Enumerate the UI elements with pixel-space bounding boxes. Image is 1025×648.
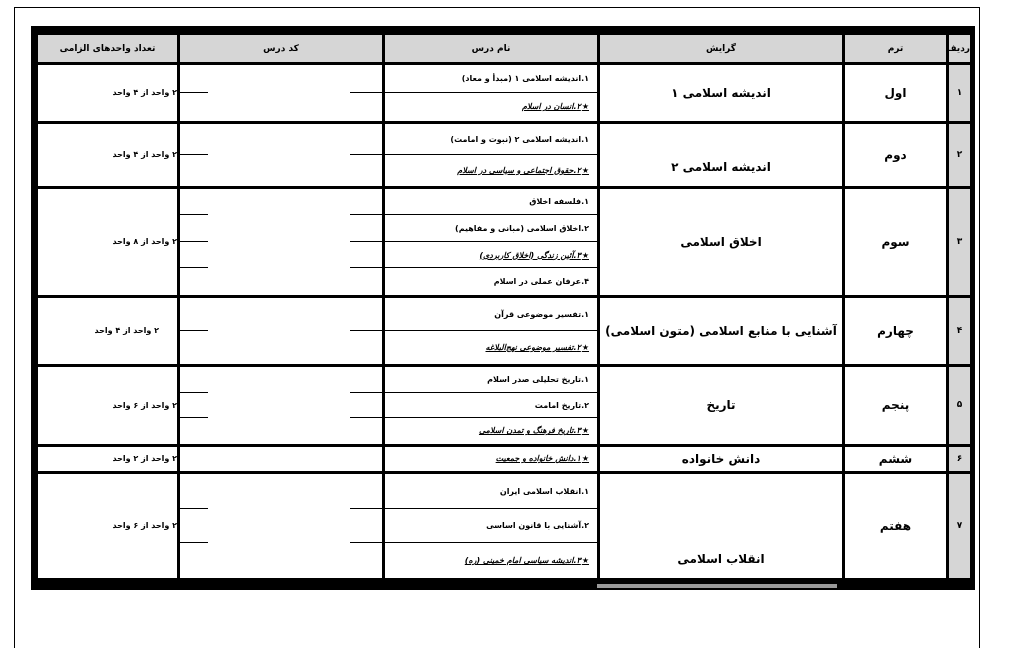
course-name: ۱.انقلاب اسلامی ایران: [499, 486, 589, 496]
course-name: ۳.تاریخ فرهنگ و تمدن اسلامی: [478, 426, 581, 436]
course-code-slot: [180, 189, 382, 216]
course-code-slot: [180, 268, 382, 295]
course-code-slot: [180, 155, 382, 186]
course-code-cell: [179, 122, 384, 187]
required-units-cell: ۲ واحد از ۸ واحد: [37, 187, 179, 296]
course-item: [385, 65, 597, 93]
curriculum-table: [35, 32, 973, 581]
course-item: [385, 393, 597, 419]
course-name: ۲.حقوق اجتماعی و سیاسی در اسلام: [457, 165, 581, 175]
star-icon: ★: [581, 102, 589, 112]
star-icon: ★: [581, 250, 589, 260]
field-column-bottom-strip: [597, 584, 837, 588]
field-cell: انقلاب اسلامی: [599, 472, 844, 579]
term-cell: دوم: [844, 122, 948, 187]
course-name: ۲.آشنایی با قانون اساسی: [486, 521, 589, 531]
term-cell: ششم: [844, 445, 948, 472]
row-number: ۲: [948, 122, 972, 187]
required-course: [385, 447, 597, 471]
required-course: [385, 418, 597, 444]
field-cell: اندیشه اسلامی ۱: [599, 64, 844, 123]
table-row: [37, 187, 972, 296]
course-item: [385, 509, 597, 544]
courses-cell: [384, 445, 599, 472]
required-course: [385, 543, 597, 578]
row-number: ۱: [948, 64, 972, 123]
course-name: ۱.اندیشه اسلامی ۲ (نبوت و امامت): [450, 134, 589, 144]
term-cell: پنجم: [844, 366, 948, 446]
course-name: ۲.انسان در اسلام: [521, 102, 581, 112]
course-name: ۱.تاریخ تحلیلی صدر اسلام: [487, 375, 589, 385]
term-cell: چهارم: [844, 296, 948, 365]
course-code-slot: [180, 331, 382, 364]
required-units-cell: ۲ واحد از ۲ واحد: [37, 445, 179, 472]
term-cell: اول: [844, 64, 948, 123]
header-row-number: ردیف: [948, 34, 972, 64]
course-name: ۱.دانش خانواده و جمعیت: [495, 454, 581, 464]
course-name: ۲.اخلاق اسلامی (مبانی و مفاهیم): [455, 224, 589, 233]
header-row: [37, 34, 972, 64]
required-course: [385, 331, 597, 364]
course-list: [385, 474, 597, 578]
course-code-slot: [180, 367, 382, 393]
required-units-cell: ۲ واحد از ۶ واحد: [37, 472, 179, 579]
star-icon: ★: [581, 342, 589, 352]
course-code-cell: [179, 64, 384, 123]
course-code-slot: [180, 65, 382, 93]
course-item: [385, 298, 597, 331]
required-course: [385, 155, 597, 186]
courses-cell: [384, 187, 599, 296]
course-name: ۳.آئین زندگی (اخلاق کاربردی): [479, 250, 581, 260]
course-item: [385, 474, 597, 509]
course-code-slot: [180, 298, 382, 331]
course-code-slot: [180, 93, 382, 121]
course-code-slot: [180, 509, 382, 544]
course-code-slot: [180, 447, 382, 471]
required-units-cell: ۲ واحد از ۶ واحد: [37, 366, 179, 446]
course-item: [385, 124, 597, 155]
table-row: [37, 296, 972, 365]
course-name: ۳.اندیشه سیاسی امام خمینی (ره): [464, 556, 581, 566]
course-list: [385, 367, 597, 444]
course-code-cell: [179, 472, 384, 579]
course-list: [385, 298, 597, 364]
course-name: ۲.تاریخ امامت: [534, 400, 589, 410]
courses-cell: [384, 122, 599, 187]
courses-cell: [384, 472, 599, 579]
header-term: ترم: [844, 34, 948, 64]
courses-cell: [384, 64, 599, 123]
course-item: [385, 215, 597, 242]
header-course-code: کد درس: [179, 34, 384, 64]
required-course: [385, 93, 597, 121]
star-icon: ★: [581, 556, 589, 566]
term-cell: سوم: [844, 187, 948, 296]
row-number: ۶: [948, 445, 972, 472]
course-code-slot: [180, 124, 382, 155]
course-list: [385, 124, 597, 186]
course-code-cell: [179, 296, 384, 365]
course-item: [385, 189, 597, 216]
star-icon: ★: [581, 454, 589, 464]
courses-cell: [384, 366, 599, 446]
required-units-cell: ۲ واحد از ۴ واحد: [37, 64, 179, 123]
course-item: [385, 367, 597, 393]
table-row: [37, 366, 972, 446]
header-field: گرایش: [599, 34, 844, 64]
course-name: ۱.فلسفه اخلاق: [529, 197, 589, 207]
table-row: [37, 445, 972, 472]
course-code-cell: [179, 445, 384, 472]
course-list: [385, 65, 597, 121]
table-row: [37, 472, 972, 579]
row-number: ۷: [948, 472, 972, 579]
row-number: ۵: [948, 366, 972, 446]
field-cell: آشنایی با منابع اسلامی (متون اسلامی): [599, 296, 844, 365]
course-code-slot: [180, 418, 382, 444]
course-code-cell: [179, 366, 384, 446]
table-row: [37, 64, 972, 123]
header-course-name: نام درس: [384, 34, 599, 64]
star-icon: ★: [581, 426, 589, 436]
field-cell: دانش خانواده: [599, 445, 844, 472]
field-cell: تاریخ: [599, 366, 844, 446]
required-units-cell: ۲ واحد از ۴ واحد: [37, 122, 179, 187]
course-name: ۱.تفسیر موضوعی قرآن: [494, 309, 589, 319]
row-number: ۴: [948, 296, 972, 365]
course-name: ۴.عرفان عملی در اسلام: [493, 277, 589, 287]
course-list: [385, 447, 597, 471]
field-cell: اندیشه اسلامی ۲: [599, 122, 844, 187]
course-code-slot: [180, 242, 382, 269]
course-code-slot: [180, 215, 382, 242]
course-code-slot: [180, 393, 382, 419]
required-course: [385, 242, 597, 269]
header-required-units: تعداد واحدهای الزامی: [37, 34, 179, 64]
courses-cell: [384, 296, 599, 365]
course-name: ۱.اندیشه اسلامی ۱ (مبدأ و معاد): [461, 74, 589, 84]
row-number: ۳: [948, 187, 972, 296]
field-cell: اخلاق اسلامی: [599, 187, 844, 296]
course-code-cell: [179, 187, 384, 296]
star-icon: ★: [581, 165, 589, 175]
course-name: ۲.تفسیر موضوعی نهج‌البلاغه: [485, 342, 581, 352]
course-list: [385, 189, 597, 295]
term-cell: هفتم: [844, 472, 948, 579]
required-units-cell: ۲ واحد از ۴ واحد: [37, 296, 179, 365]
course-code-slot: [180, 543, 382, 578]
course-item: [385, 268, 597, 295]
course-code-slot: [180, 474, 382, 509]
table-row: [37, 122, 972, 187]
